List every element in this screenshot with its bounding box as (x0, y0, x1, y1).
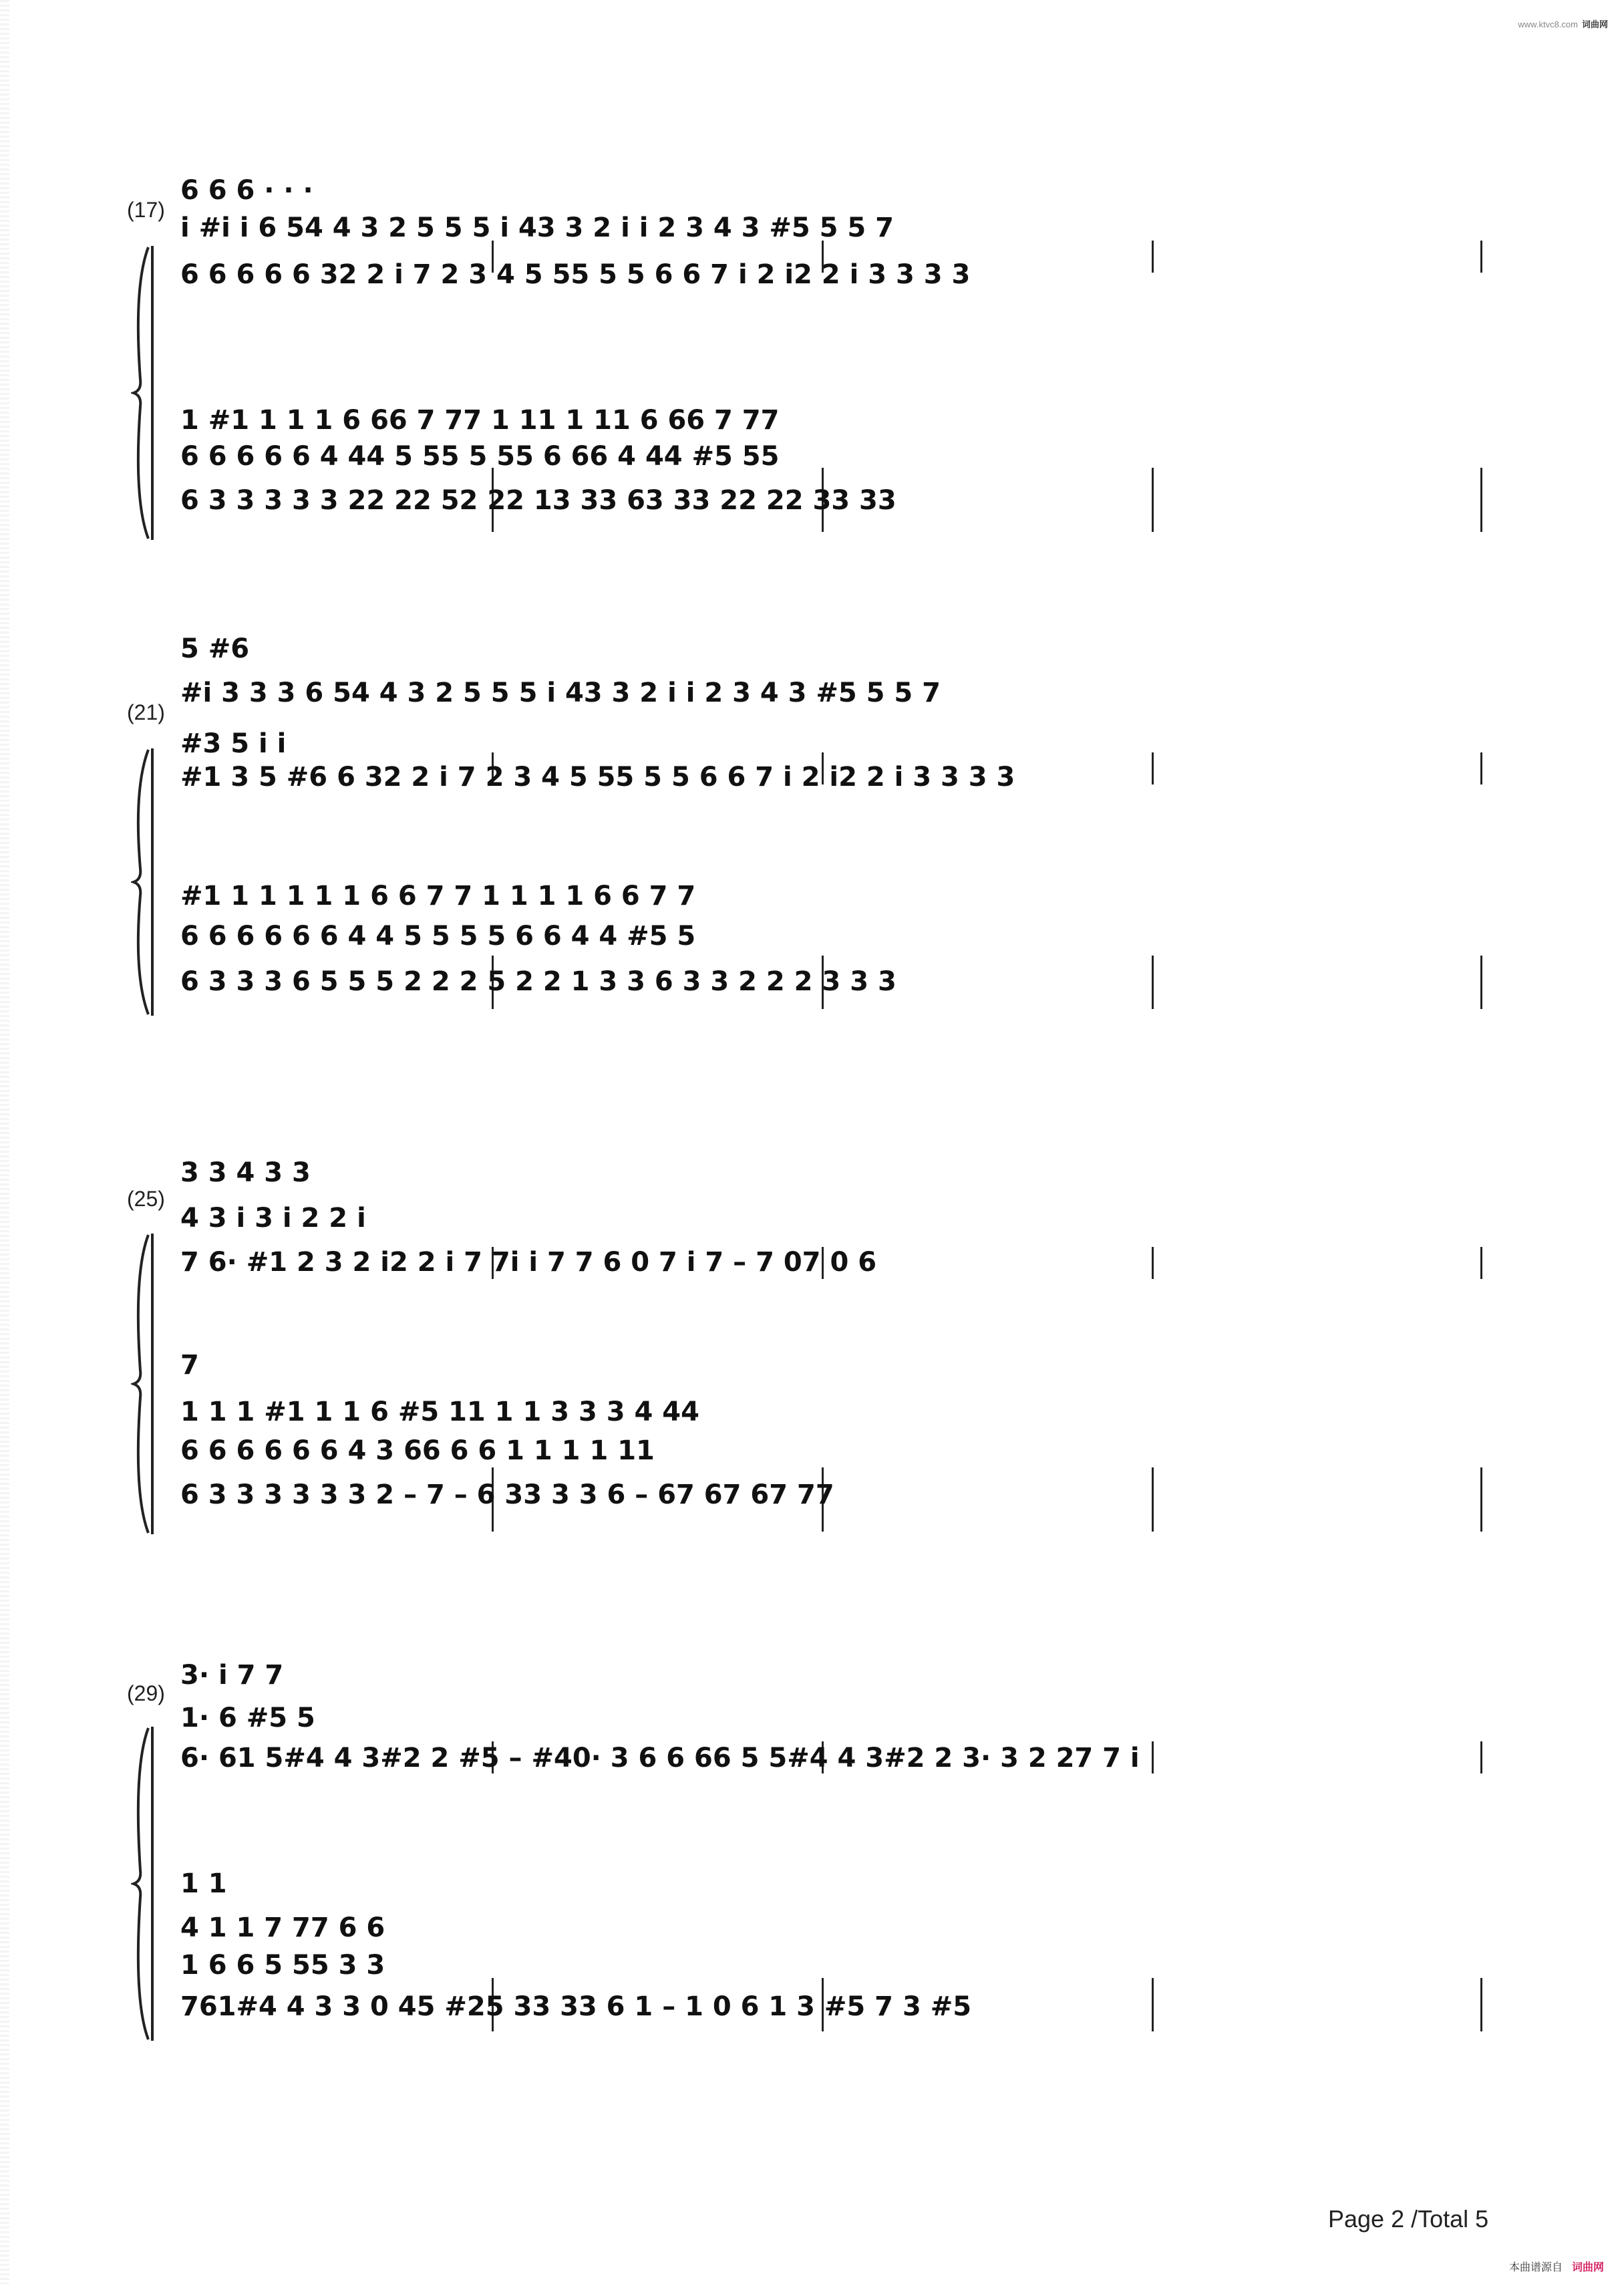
barline (1480, 1467, 1482, 1532)
barline (1480, 956, 1482, 1009)
footer-brand-left: 本曲谱源自 (1508, 2262, 1563, 2273)
left-hand-line: 6 6 6 6 6 4 44 5 55 5 55 6 66 4 44 #5 55 (180, 441, 780, 472)
measure-number: (25) (127, 1187, 165, 1211)
page-label: Page 2 /Total 5 (1328, 2205, 1489, 2233)
footer-brand-right: 词曲网 (1571, 2262, 1604, 2273)
right-hand-line: i #i i 6 54 4 3 2 5 5 5 i 43 3 2 i i 2 3 4 3 #5 5 5 7 (180, 212, 894, 243)
left-hand-line: 1 1 (180, 1868, 227, 1899)
left-hand-line: 761#4 4 3 3 0 45 #25 33 33 6 1 – 1 0 6 1 3 #5 7 3 #5 (180, 1991, 972, 2022)
barline (1480, 1978, 1482, 2031)
grand-staff-brace (131, 246, 151, 540)
right-hand-line: 7 6· #1 2 3 2 i2 2 i 7 7i i 7 7 6 0 7 i 7 – 7 07 0 6 (180, 1247, 877, 1278)
left-hand-line: #1 1 1 1 1 1 6 6 7 7 1 1 1 1 6 6 7 7 (180, 881, 696, 911)
right-hand-line: 5 #6 (180, 633, 250, 664)
system-line (151, 1234, 154, 1534)
grand-staff-brace (131, 1234, 151, 1534)
left-hand-line: 6 3 3 3 3 3 22 22 52 22 13 33 63 33 22 22 33 33 (180, 485, 897, 516)
barline (1480, 241, 1482, 273)
page-edge-strip (0, 0, 9, 2284)
left-hand-line: 6 3 3 3 3 3 3 2 – 7 – 6 33 3 3 6 – 67 67 67 77 (180, 1479, 834, 1510)
left-hand-line: 1 #1 1 1 1 6 66 7 77 1 11 1 11 6 66 7 77 (180, 405, 780, 436)
measure-number: (17) (127, 198, 165, 222)
measure-number: (21) (127, 700, 165, 724)
system-line (151, 1727, 154, 2041)
system-line (151, 748, 154, 1016)
barline (1480, 1247, 1482, 1279)
left-hand-line: 1 6 6 5 55 3 3 (180, 1950, 385, 1981)
right-hand-line: 6 6 6 6 6 32 2 i 7 2 3 4 5 55 5 5 6 6 7 i 2 i2 2 i 3 3 3 3 (180, 259, 971, 290)
system-line (151, 246, 154, 540)
barline (1480, 468, 1482, 532)
left-hand-line: 6 3 3 3 6 5 5 5 2 2 2 5 2 2 1 3 3 6 3 3 2 2 2 3 3 3 (180, 966, 897, 997)
right-hand-line: #i 3 3 3 6 54 4 3 2 5 5 5 i 43 3 2 i i 2 3 4 3 #5 5 5 7 (180, 678, 941, 708)
site-brand: 词曲网 (1581, 19, 1608, 29)
site-header (1518, 17, 1608, 30)
right-hand-line: 1· 6 #5 5 (180, 1703, 315, 1733)
right-hand-line: 6 6 6 · · · (180, 175, 313, 206)
footer-brand (1509, 2259, 1604, 2274)
left-hand-line: 1 1 1 #1 1 1 6 #5 11 1 1 3 3 3 4 44 (180, 1397, 699, 1427)
grand-staff-brace (131, 748, 151, 1016)
left-hand-line: 7 (180, 1350, 199, 1381)
right-hand-line: 3 3 4 3 3 (180, 1157, 311, 1188)
right-hand-line: 4 3 i 3 i 2 2 i (180, 1203, 366, 1234)
left-hand-line: 6 6 6 6 6 6 4 4 5 5 5 5 6 6 4 4 #5 5 (180, 921, 696, 952)
barline (1480, 752, 1482, 784)
right-hand-line: #1 3 5 #6 6 32 2 i 7 2 3 4 5 55 5 5 6 6 7 i 2 i2 2 i 3 3 3 3 (180, 762, 1015, 793)
measure-number: (29) (127, 1681, 165, 1705)
left-hand-line: 6 6 6 6 6 6 4 3 66 6 6 1 1 1 1 11 (180, 1435, 655, 1466)
right-hand-line: 6· 61 5#4 4 3#2 2 #5 – #40· 3 6 6 66 5 5#4 4 3#2 2 3· 3 2 27 7 i (180, 1743, 1140, 1773)
right-hand-line: #3 5 i i (180, 728, 287, 759)
right-hand-line: 3· i 7 7 (180, 1660, 284, 1691)
left-hand-line: 4 1 1 7 77 6 6 (180, 1912, 385, 1943)
site-url: www.ktvc8.com (1518, 19, 1578, 29)
grand-staff-brace (131, 1727, 151, 2041)
barline (1480, 1741, 1482, 1773)
